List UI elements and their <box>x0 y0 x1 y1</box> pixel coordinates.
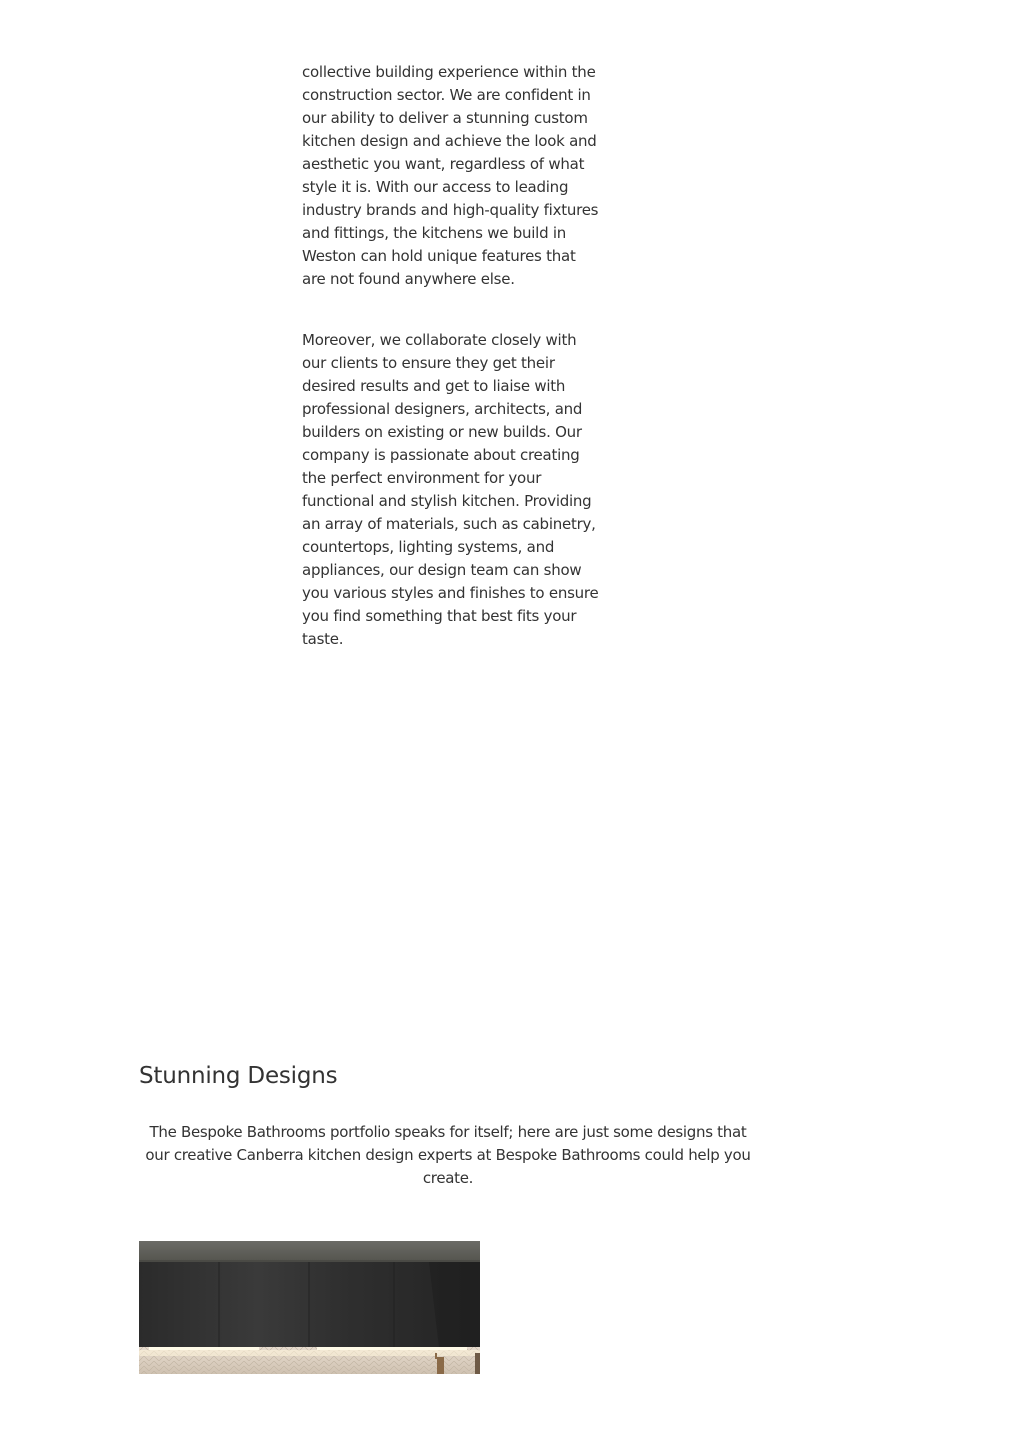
section-description: The Bespoke Bathrooms portfolio speaks for itself; here are just some designs that our creative Canberra kitchen design experts at Bespoke Bathrooms could help you create. <box>145 1123 751 1187</box>
intro-paragraph-1: collective building experience within the construction sector. We are confident in our ability to deliver a stunning custom kitchen design and achieve the look and aesthetic you want, regardless of what style it is. With our access to leading industry brands and high-quality fixtures and fittings, the kitchens we build in Weston can hold unique features that are not found anywhere else. <box>302 63 599 288</box>
intro-paragraph-2: Moreover, we collaborate closely with our clients to ensure they get their desired results and get to liaise with professional designers, architects, and builders on existing or new builds. Our company is passionate about creating the perfect environment for your functional and stylish kitchen. Providing an array of materials, such as cabinetry, countertops, lighting systems, and appliances, our design team can show you various styles and finishes to ensure you find something that best fits your taste. <box>302 331 599 648</box>
kitchen-photo-image <box>139 1241 480 1374</box>
kitchen-photo[interactable] <box>139 1241 480 1374</box>
section-title: Stunning Designs <box>139 1063 338 1089</box>
